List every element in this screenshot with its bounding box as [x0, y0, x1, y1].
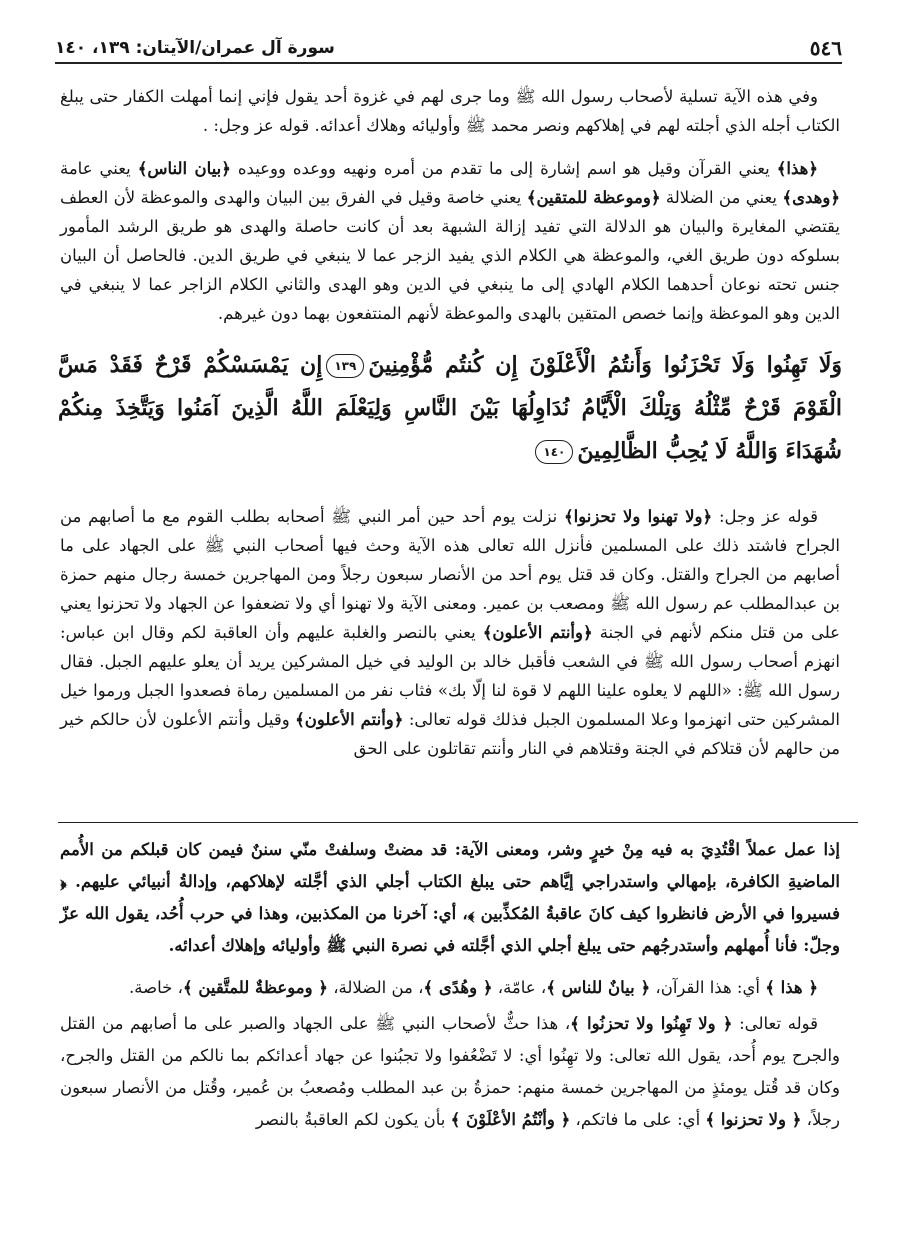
commentary-text: يعني القرآن وقيل هو اسم إشارة إلى ما تقدم من أمره ونهيه ووعده ووعيده: [230, 159, 777, 178]
quran-quote: ﴿وهدى﴾: [782, 188, 840, 207]
footnote-text: أي: على ما فاتكم،: [570, 1110, 706, 1129]
intro-text: وفي هذه الآية تسلية لأصحاب رسول الله ﷺ وما جرى لهم في غزوة أحد يقول فإني إنما أمهلت الكفار حتى يبلغ الكتاب أجله الذي أجلته لهم في إهلاكهم ونصر محمد ﷺ وأوليائه وهلاك أعدائه. قوله عز وجل: .: [60, 87, 840, 135]
ayah-number-marker: ١٤٠: [535, 440, 573, 464]
footnote-text: بأن يكون لكم العاقبةُ بالنصر: [255, 1110, 451, 1129]
quran-quote: ﴿بيان الناس﴾: [137, 159, 231, 178]
commentary-text: يعني عامة: [60, 159, 138, 178]
quran-quote: ﴿ وموعظةٌ للمتَّقين ﴾: [182, 978, 328, 997]
commentary-text: قوله عز وجل:: [712, 507, 818, 526]
footnote-text: قوله تعالى:: [732, 1014, 819, 1033]
footnote-paragraph: [60, 1008, 840, 1136]
quran-quote: ﴿ ولا تَهِنُوا ولا تحزنُوا ﴾: [570, 1014, 733, 1033]
page-header: [55, 36, 842, 64]
quran-quote: ﴿هذا﴾: [776, 159, 818, 178]
quran-quote: ﴿ وهُدًى ﴾: [423, 978, 493, 997]
commentary-text: وقيل وأنتم الأعلون لأن حالكم خير من حالهم لأن قتلاكم في الجنة وقتلاهم في النار وأنتم تقاتلون على الحق: [60, 710, 840, 758]
verse-text: وَلَا تَهِنُوا وَلَا تَحْزَنُوا وَأَنتُمُ الْأَعْلَوْنَ إِن كُنتُم مُّؤْمِنِينَ: [368, 352, 842, 378]
quran-verse-block: [58, 344, 842, 473]
tafsir-main-paragraph: [60, 502, 840, 763]
footnote-text: ، عامّة،: [492, 978, 547, 997]
intro-paragraph: [60, 82, 840, 140]
page-number: ٥٤٦: [809, 36, 842, 60]
commentary-text: يعني من الضلالة: [660, 188, 783, 207]
ayah-number-marker: ١٣٩: [326, 354, 364, 378]
footnote-text: ، خاصة.: [129, 978, 183, 997]
quran-quote: ﴿ فسيروا في الأرض فانظروا كيف كانَ عاقبةُ المُكذِّبين ﴾: [60, 872, 840, 923]
footnote-text: ، هذا حثٌّ لأصحاب النبي ﷺ على الجهاد والصبر على ما أصابهم من القتل والجرح يوم أُحد، يقول الله تعالى: ولا تهِنُوا أي: لا تَضْعُفوا ولا تجبُنوا عن جهاد أعدائكم بما نالكم من القتل والجرح، وكان قد قُتل يومئذٍ من المهاجرين خمسة منهم: حمزةُ بن عبد المطلب ومُصعبُ بن عُمير، وقُتل من الأنصار سبعون رجلاً،: [60, 1014, 840, 1129]
footnote-paragraph: [60, 972, 840, 1004]
quran-quote: ﴿ بيانٌ للناس ﴾: [546, 978, 651, 997]
tafsir-haza-text: [60, 154, 840, 328]
quran-quote: ﴿ولا تهنوا ولا تحزنوا﴾: [563, 507, 713, 526]
footnote-text: ، أي: آخرنا من المكذبين، وهذا في حرب أُحُد، يقول الله عزّ وجلّ: فأنا أُمهلهم وأستدرجُهم حتى يبلغ أجلي الذي أجَّلته في نصرة النبي ﷺ وأوليائه وإهلاك أعدائه.: [60, 904, 840, 955]
tafsir-haza-paragraph: [60, 154, 840, 328]
quran-quote: ﴿ ولا تحزنوا ﴾: [705, 1110, 802, 1129]
tafsir-main-text: [60, 502, 840, 763]
running-title: سورة آل عمران/الآيتان: ١٣٩، ١٤٠: [55, 38, 335, 58]
footnote-paragraph: [60, 834, 840, 962]
footnote-text: ، من الضلالة،: [327, 978, 424, 997]
quran-quote: ﴿ وأنْتُمُ الأعْلَوْنَ ﴾: [450, 1110, 571, 1129]
footnote-section: [60, 834, 840, 1136]
quran-quote: ﴿وأنتم الأعلون﴾: [482, 623, 593, 642]
quran-quote: ﴿وموعظة للمتقين﴾: [526, 188, 661, 207]
quran-quote: ﴿وأنتم الأعلون﴾: [295, 710, 404, 729]
footnote-divider: [58, 822, 858, 823]
verse-text: إِن يَمْسَسْكُمْ قَرْحٌ فَقَدْ مَسَّ الْقَوْمَ قَرْحٌ مِّثْلُهُ وَتِلْكَ الْأَيَّامُ نُدَاوِلُهَا بَيْنَ النَّاسِ وَلِيَعْلَمَ اللَّهُ الَّذِينَ آمَنُوا وَيَتَّخِذَ مِنكُمْ شُهَدَاءَ وَاللَّهُ لَا يُحِبُّ الظَّالِمِينَ: [58, 352, 842, 464]
commentary-text: يعني بالنصر والغلبة عليهم وأن العاقبة لكم وقال ابن عباس: انهزم أصحاب رسول الله ﷺ في الشعب فأقبل خالد بن الوليد في خيل المشركين يريد أن يعلو عليهم الجبل. فقال رسول الله ﷺ: «اللهم لا يعلوه علينا اللهم لا قوة لنا إلّا بك» فثاب نفر من المسلمين رماة فصعدوا الجبل ورموا خيل المشركين حتى انهزموا وعلا المسلمون الجبل فذلك قوله تعالى:: [60, 623, 840, 729]
commentary-text: يعني خاصة وقيل في الفرق بين البيان والهدى والموعظة لأن العطف يقتضي المغايرة والبيان هو الدلالة التي تفيد إزالة الشبهة بعد أن كانت حاصلة والهدى هو طريق الرشد المأمور بسلوكه دون طريق الغي، والموعظة هي الكلام الذي يفيد الزجر عما لا ينبغي في طريق الدين. فالحاصل أن البيان جنس تحته نوعان أحدهما الكلام الهادي إلى ما ينبغي في الدين وهو الهدى والثاني الكلام الزاجر عما لا ينبغي في الدين وهو الموعظة وإنما خصص المتقين بالهدى والموعظة لأنهم المنتفعون بهما دون غيرهم.: [60, 188, 840, 323]
footnote-text: إذا عمل عملاً اقْتُدِيَ به فيه مِنْ خيرٍ وشر، ومعنى الآية: قد مضتْ وسلفتْ منّي سننٌ فيمن كان قبلكم من الأُمم الماضيةِ الكافرة، بإمهالي واستدراجي إيَّاهم حتى يبلغ الكتاب أجلي الذي أجَّلته لإهلاكهم، وإدالةُ أنبيائي عليهم.: [60, 840, 840, 891]
footnote-text: أي: هذا القرآن،: [650, 978, 766, 997]
quran-quote: ﴿ هذا ﴾: [765, 978, 818, 997]
commentary-text: نزلت يوم أحد حين أمر النبي ﷺ أصحابه بطلب القوم مع ما أصابهم من الجراح فاشتد ذلك على المسلمين فأنزل الله تعالى هذه الآية وحث فيها أصحاب النبي ﷺ على الجهاد على ما أصابهم من الجراح والقتل. وكان قد قتل يوم أحد من الأنصار سبعون رجلاً ومن المهاجرين خمسة رجال منهم حمزة بن عبدالمطلب عم رسول الله ﷺ ومصعب بن عمير. ومعنى الآية ولا تهنوا أي ولا تضعفوا عن الجهاد ولا تحزنوا يعني على من قتل منكم لأنهم في الجنة: [60, 507, 841, 642]
